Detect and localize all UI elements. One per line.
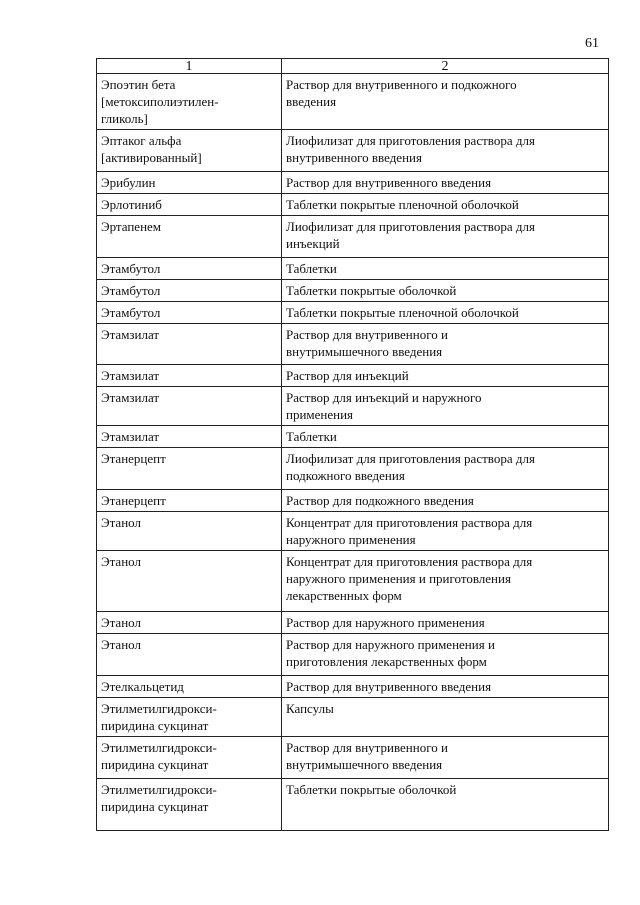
- drug-name-cell: [97, 74, 282, 130]
- drug-name-cell: [97, 302, 282, 324]
- dosage-form: Концентрат для приготовления раствора для наружного применения и приготовления лекарственных форм: [286, 554, 533, 603]
- table-row: [97, 172, 609, 194]
- dosage-form-cell: [282, 676, 609, 698]
- dosage-form: Концентрат для приготовления раствора для наружного применения: [286, 515, 533, 547]
- drug-name-cell: [97, 258, 282, 280]
- drug-name: Этамзилат: [101, 327, 160, 342]
- dosage-form: Раствор для инъекций: [286, 368, 409, 383]
- dosage-form: Раствор для внутривенного введения: [286, 175, 492, 190]
- drug-name: Эрибулин: [101, 175, 156, 190]
- drug-name: Эпоэтин бета [метоксиполиэтилен- гликоль]: [101, 77, 219, 126]
- drug-name: Этанол: [101, 554, 141, 569]
- drug-name: Этамбутол: [101, 261, 161, 276]
- dosage-form-cell: [282, 302, 609, 324]
- table-row: [97, 634, 609, 676]
- drug-name: Эрлотиниб: [101, 197, 162, 212]
- table-row: [97, 280, 609, 302]
- table-row: [97, 365, 609, 387]
- dosage-form: Лиофилизат для приготовления раствора для внутривенного введения: [286, 133, 535, 165]
- page-number: 61: [585, 36, 599, 51]
- drug-name: Этанерцепт: [101, 493, 166, 508]
- table-row: [97, 302, 609, 324]
- header-row: [97, 59, 609, 74]
- drug-name: Этамзилат: [101, 429, 160, 444]
- dosage-form: Раствор для инъекций и наружного применения: [286, 390, 482, 422]
- drug-name-cell: [97, 551, 282, 612]
- dosage-form: Раствор для наружного применения: [286, 615, 485, 630]
- drug-name-cell: [97, 512, 282, 551]
- table-row: [97, 426, 609, 448]
- table-row: [97, 551, 609, 612]
- drug-name-cell: [97, 634, 282, 676]
- table-row: [97, 324, 609, 365]
- drug-name: Этамбутол: [101, 305, 161, 320]
- dosage-form: Раствор для внутривенного и подкожного введения: [286, 77, 517, 109]
- drug-name: Эртапенем: [101, 219, 162, 234]
- drug-name: Этанол: [101, 515, 141, 530]
- drug-name: Этелкальцетид: [101, 679, 184, 694]
- dosage-form: Раствор для внутривенного и внутримышечного введения: [286, 740, 448, 772]
- drug-name: Этамзилат: [101, 368, 160, 383]
- drug-name-cell: [97, 737, 282, 779]
- dosage-form: Таблетки покрытые оболочкой: [286, 283, 457, 298]
- table-row: [97, 194, 609, 216]
- dosage-form-cell: [282, 280, 609, 302]
- dosage-form-cell: [282, 365, 609, 387]
- dosage-form: Лиофилизат для приготовления раствора для инъекций: [286, 219, 535, 251]
- dosage-form: Раствор для внутривенного введения: [286, 679, 492, 694]
- dosage-form: Таблетки: [286, 261, 337, 276]
- dosage-form: Лиофилизат для приготовления раствора для подкожного введения: [286, 451, 535, 483]
- drug-name-cell: [97, 365, 282, 387]
- drug-name-cell: [97, 387, 282, 426]
- drug-name-cell: [97, 130, 282, 172]
- column-header-2: 2: [282, 59, 609, 74]
- table-row: [97, 512, 609, 551]
- dosage-form-cell: [282, 634, 609, 676]
- drug-name-cell: [97, 448, 282, 490]
- drug-name: Этамзилат: [101, 390, 160, 405]
- dosage-form-cell: [282, 490, 609, 512]
- drug-name-cell: [97, 216, 282, 258]
- dosage-form-cell: [282, 512, 609, 551]
- dosage-form: Капсулы: [286, 701, 334, 716]
- dosage-form-cell: [282, 448, 609, 490]
- dosage-form-cell: [282, 426, 609, 448]
- dosage-form-cell: [282, 74, 609, 130]
- dosage-form: Таблетки покрытые пленочной оболочкой: [286, 305, 519, 320]
- dosage-form-cell: [282, 387, 609, 426]
- dosage-form: Таблетки покрытые оболочкой: [286, 782, 457, 797]
- dosage-form-cell: [282, 698, 609, 737]
- drug-name-cell: [97, 426, 282, 448]
- dosage-form-cell: [282, 324, 609, 365]
- drug-name: Этанол: [101, 615, 141, 630]
- dosage-form-cell: [282, 258, 609, 280]
- drug-name-cell: [97, 324, 282, 365]
- table-row: [97, 387, 609, 426]
- dosage-form: Раствор для подкожного введения: [286, 493, 474, 508]
- drug-name-cell: [97, 676, 282, 698]
- drug-name: Этилметилгидрокси- пиридина сукцинат: [101, 782, 217, 814]
- table-row: [97, 698, 609, 737]
- drug-name-cell: [97, 172, 282, 194]
- dosage-form-cell: [282, 194, 609, 216]
- drug-name: Этилметилгидрокси- пиридина сукцинат: [101, 740, 217, 772]
- dosage-form-cell: [282, 172, 609, 194]
- dosage-form-cell: [282, 130, 609, 172]
- drug-name: Этилметилгидрокси- пиридина сукцинат: [101, 701, 217, 733]
- drug-name-cell: [97, 612, 282, 634]
- drug-name-cell: [97, 779, 282, 831]
- drug-name: Этанол: [101, 637, 141, 652]
- table-row: [97, 676, 609, 698]
- dosage-form-cell: [282, 551, 609, 612]
- dosage-form: Раствор для наружного применения и приготовления лекарственных форм: [286, 637, 495, 669]
- dosage-form-cell: [282, 612, 609, 634]
- dosage-form: Таблетки: [286, 429, 337, 444]
- drug-name-cell: [97, 698, 282, 737]
- drug-name-cell: [97, 280, 282, 302]
- table-row: [97, 490, 609, 512]
- dosage-form-cell: [282, 737, 609, 779]
- drug-name-cell: [97, 194, 282, 216]
- table-row: [97, 448, 609, 490]
- drug-name: Этанерцепт: [101, 451, 166, 466]
- table-row: [97, 612, 609, 634]
- column-header-1: 1: [97, 59, 282, 74]
- table-row: [97, 737, 609, 779]
- table-row: [97, 779, 609, 831]
- drug-name: Этамбутол: [101, 283, 161, 298]
- drug-name-cell: [97, 490, 282, 512]
- dosage-form: Раствор для внутривенного и внутримышечного введения: [286, 327, 448, 359]
- table-row: [97, 74, 609, 130]
- drug-name: Эптаког альфа [активированный]: [101, 133, 202, 165]
- table-row: [97, 130, 609, 172]
- dosage-form: Таблетки покрытые пленочной оболочкой: [286, 197, 519, 212]
- dosage-form-cell: [282, 216, 609, 258]
- table-row: [97, 258, 609, 280]
- dosage-form-cell: [282, 779, 609, 831]
- table-row: [97, 216, 609, 258]
- drug-table: [96, 58, 609, 831]
